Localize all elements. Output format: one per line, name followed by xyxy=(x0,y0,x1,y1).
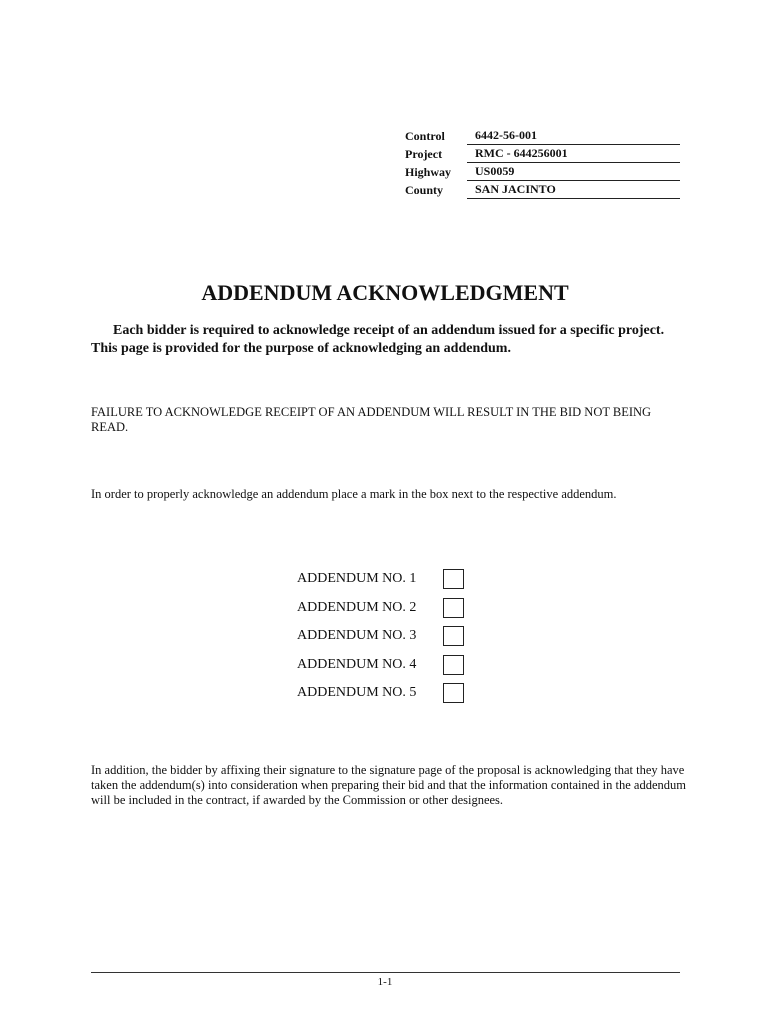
instruction-paragraph: In order to properly acknowledge an addendum place a mark in the box next to the respective addendum. xyxy=(91,487,617,501)
addendum-row-4 xyxy=(297,651,464,680)
addendum-label: ADDENDUM NO. 4 xyxy=(297,656,417,672)
project-value: RMC - 644256001 xyxy=(467,146,680,163)
addendum-5-checkbox[interactable] xyxy=(443,683,464,703)
closing-paragraph: In addition, the bidder by affixing their signature to the signature page of the proposal is acknowledging that they have taken the addendum(s) into consideration when preparing their bid and that the information contained in the addendum will be included in the contract, if awarded by the Commission or other designees. xyxy=(91,763,686,807)
highway-label: Highway xyxy=(405,165,452,179)
addendum-label: ADDENDUM NO. 3 xyxy=(297,628,417,644)
project-info-row-county xyxy=(405,181,680,199)
page-number: 1-1 xyxy=(377,976,393,988)
project-info-row-highway xyxy=(405,163,680,181)
page-title: ADDENDUM ACKNOWLEDGMENT xyxy=(201,280,569,305)
warning-paragraph: FAILURE TO ACKNOWLEDGE RECEIPT OF AN ADDENDUM WILL RESULT IN THE BID NOT BEING READ. xyxy=(91,405,652,434)
addendum-row-3 xyxy=(297,622,464,651)
addendum-4-checkbox[interactable] xyxy=(443,655,464,675)
addendum-label: ADDENDUM NO. 2 xyxy=(297,599,417,615)
project-info-block xyxy=(405,127,680,199)
addendum-row-2 xyxy=(297,594,464,623)
highway-value: US0059 xyxy=(467,164,680,181)
addendum-2-checkbox[interactable] xyxy=(443,598,464,618)
footer-divider xyxy=(91,972,680,973)
addendum-3-checkbox[interactable] xyxy=(443,626,464,646)
addendum-1-checkbox[interactable] xyxy=(443,569,464,589)
addenda-checklist xyxy=(297,565,464,708)
intro-paragraph: Each bidder is required to acknowledge receipt of an addendum issued for a specific project. This page is provided for the purpose of acknowledging an addendum. xyxy=(91,323,665,356)
control-value: 6442-56-001 xyxy=(467,128,680,145)
project-info-row-control xyxy=(405,127,680,145)
project-label: Project xyxy=(405,147,443,161)
project-info-row-project xyxy=(405,145,680,163)
addendum-row-1 xyxy=(297,565,464,594)
addendum-label: ADDENDUM NO. 5 xyxy=(297,685,417,701)
addendum-row-5 xyxy=(297,679,464,708)
addendum-label: ADDENDUM NO. 1 xyxy=(297,571,417,587)
county-value: SAN JACINTO xyxy=(467,182,680,199)
county-label: County xyxy=(405,183,444,197)
control-label: Control xyxy=(405,129,445,143)
